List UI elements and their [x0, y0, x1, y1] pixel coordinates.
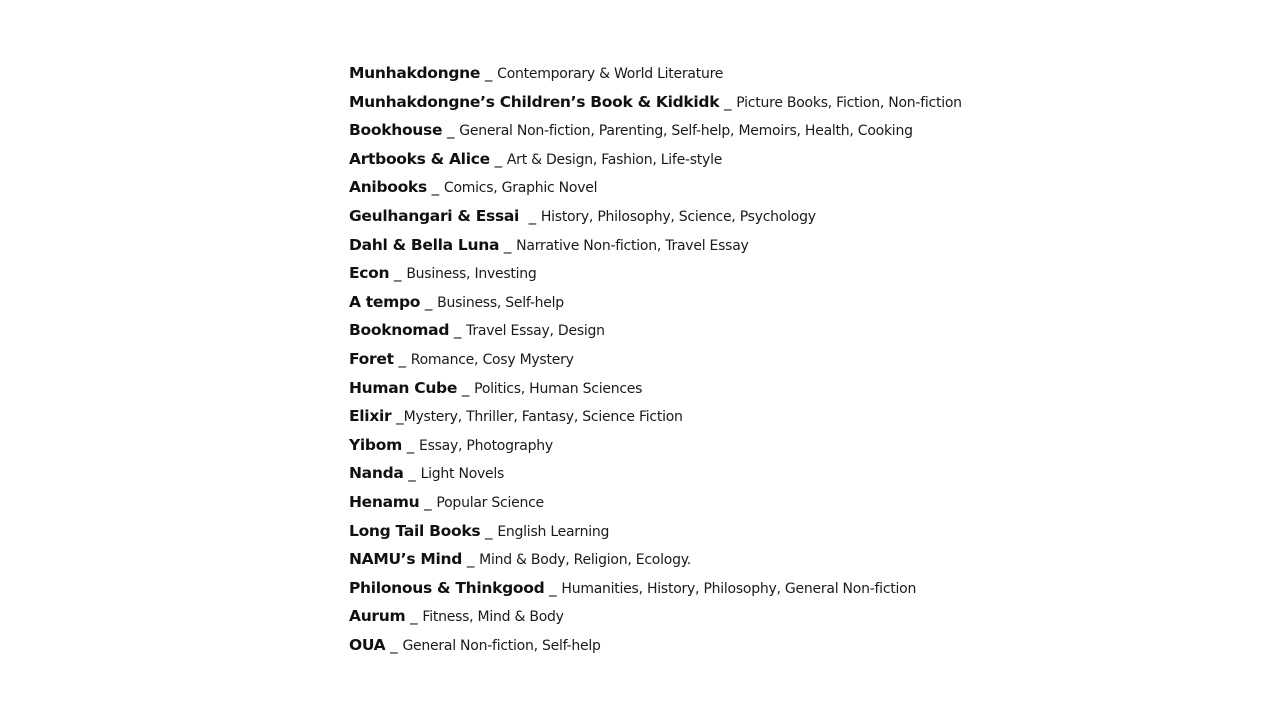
imprint-genres: Contemporary & World Literature	[497, 66, 724, 82]
imprint-genres: Narrative Non-fiction, Travel Essay	[516, 237, 749, 254]
imprint-genres: Business, Self-help	[437, 294, 564, 311]
imprint-name: Foret	[349, 349, 394, 368]
imprint-name: Bookhouse	[349, 121, 443, 140]
imprint-genres: Art & Design, Fashion, Life-style	[506, 151, 723, 168]
imprint-name: Econ	[349, 264, 390, 283]
imprint-row	[349, 631, 962, 660]
imprint-separator: _	[544, 578, 562, 597]
imprint-genres: Humanities, History, Philosophy, General Non-fiction	[561, 580, 917, 597]
imprint-row	[349, 288, 962, 317]
imprint-genres: Fitness, Mind & Body	[422, 609, 564, 626]
imprint-name: Nanda	[349, 464, 404, 483]
imprint-row	[349, 345, 962, 374]
imprint-row	[349, 602, 962, 631]
imprint-separator: _	[719, 92, 737, 111]
imprint-separator: _	[462, 550, 480, 569]
imprint-name: Booknomad	[349, 321, 450, 340]
imprint-row	[349, 431, 962, 460]
imprint-row	[349, 145, 962, 174]
imprint-separator: _	[457, 378, 475, 397]
imprint-row	[349, 459, 962, 488]
imprint-separator: _	[391, 407, 404, 426]
imprint-genres: General Non-fiction, Parenting, Self-help, Memoirs, Health, Cooking	[459, 123, 913, 140]
imprint-name: Human Cube	[349, 378, 458, 397]
imprint-separator: _	[420, 292, 438, 311]
imprint-genres: Politics, Human Sciences	[474, 380, 643, 397]
imprint-row	[349, 517, 962, 546]
imprint-separator: _	[401, 435, 419, 454]
imprint-name: Henamu	[349, 492, 420, 511]
imprint-name: Munhakdongne	[349, 64, 481, 82]
imprint-row	[349, 231, 962, 260]
imprint-genres: Popular Science	[436, 494, 544, 511]
imprint-row	[349, 374, 962, 403]
imprint-separator: _	[489, 149, 507, 168]
imprint-genres: Travel Essay, Design	[466, 323, 605, 340]
imprint-row	[349, 316, 962, 345]
imprint-genres: Comics, Graphic Novel	[443, 180, 598, 197]
imprint-genres: General Non-fiction, Self-help	[402, 637, 601, 654]
imprint-separator: _	[519, 206, 541, 225]
imprint-genres: Essay, Photography	[418, 437, 553, 454]
imprint-list	[349, 59, 962, 659]
imprint-genres: History, Philosophy, Science, Psychology	[540, 208, 816, 225]
imprint-separator: _	[405, 607, 423, 626]
imprint-name: Yibom	[349, 435, 402, 454]
imprint-genres: Picture Books, Fiction, Non-fiction	[736, 94, 962, 111]
imprint-separator: _	[449, 321, 467, 340]
imprint-row	[349, 116, 962, 145]
imprint-row	[349, 545, 962, 574]
imprint-separator: _	[480, 521, 498, 540]
imprint-name: Dahl & Bella Luna	[349, 235, 500, 254]
imprint-name: Elixir	[349, 407, 392, 426]
imprint-row	[349, 402, 962, 431]
imprint-separator: _	[426, 178, 444, 197]
imprint-row	[349, 173, 962, 202]
imprint-genres: Mind & Body, Religion, Ecology.	[479, 552, 691, 569]
imprint-genres: English Learning	[497, 523, 610, 540]
imprint-genres: Mystery, Thriller, Fantasy, Science Fiction	[403, 409, 683, 426]
imprint-separator: _	[442, 121, 460, 140]
imprint-separator: _	[480, 64, 498, 82]
imprint-genres: Business, Investing	[406, 266, 537, 283]
imprint-row	[349, 202, 962, 231]
imprint-name: Munhakdongne’s Children’s Book & Kidkidk	[349, 92, 720, 111]
imprint-separator: _	[403, 464, 421, 483]
imprint-name: Geulhangari & Essai	[349, 206, 520, 225]
imprint-separator: _	[419, 492, 437, 511]
imprint-separator: _	[393, 349, 411, 368]
imprint-row	[349, 259, 962, 288]
imprint-separator: _	[389, 264, 407, 283]
imprint-row	[349, 59, 962, 88]
imprint-genres: Light Novels	[420, 466, 505, 483]
imprint-name: A tempo	[349, 292, 421, 311]
imprint-separator: _	[385, 635, 403, 654]
imprint-name: Aurum	[349, 607, 406, 626]
imprint-row	[349, 574, 962, 603]
imprint-genres: Romance, Cosy Mystery	[410, 351, 574, 368]
imprint-name: OUA	[349, 635, 386, 654]
imprint-name: Philonous & Thinkgood	[349, 578, 545, 597]
imprint-name: Long Tail Books	[349, 521, 481, 540]
imprint-name: NAMU’s Mind	[349, 550, 463, 569]
imprint-separator: _	[499, 235, 517, 254]
imprint-row	[349, 88, 962, 117]
imprint-name: Artbooks & Alice	[349, 149, 490, 168]
imprint-name: Anibooks	[349, 178, 427, 197]
imprint-row	[349, 488, 962, 517]
